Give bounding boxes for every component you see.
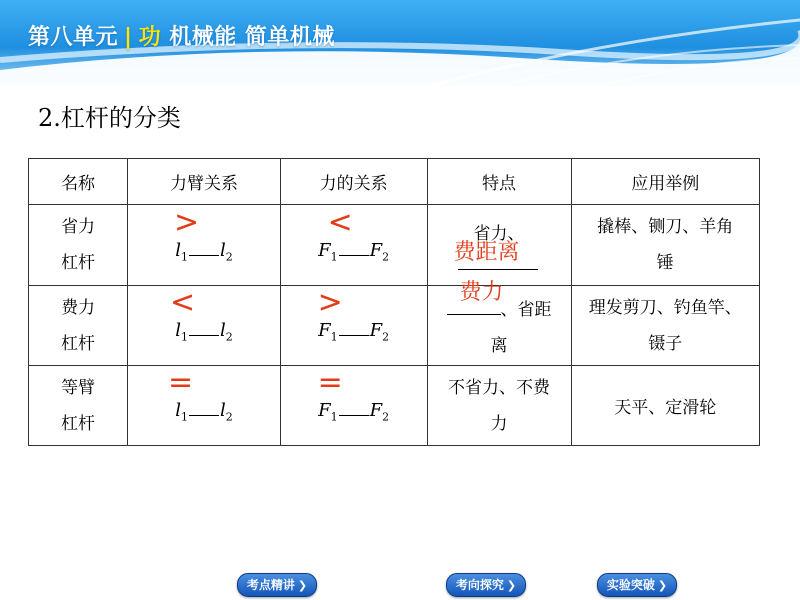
sub-2: 2 (225, 250, 233, 264)
header-name: 名称 (29, 159, 128, 205)
lever-name-line2: 杠杆 (61, 253, 96, 273)
arm-l1: l (175, 400, 181, 422)
sub-1: 1 (330, 250, 338, 264)
force-f2: F (369, 400, 383, 422)
nav-button-exam-points[interactable] (237, 573, 317, 597)
force-f1: F (318, 239, 331, 261)
sub-2: 2 (382, 411, 390, 424)
force-relation-cell (280, 286, 427, 366)
chevron-right-icon: ❯ (506, 579, 517, 592)
chapter-title: 机械能 简单机械 (169, 25, 335, 50)
arm-relation-cell (128, 366, 281, 446)
feature-text: 、省距 (500, 299, 552, 320)
force-relation-cell (280, 366, 427, 446)
header-force-relation: 力的关系 (280, 159, 427, 205)
table-row (29, 286, 760, 366)
sub-2: 2 (382, 250, 390, 264)
arm-l2: l (219, 320, 226, 342)
chapter-prefix: 功 (138, 25, 162, 50)
arm-l1: l (175, 239, 181, 261)
examples-cell (571, 205, 759, 286)
sub-1: 1 (180, 250, 188, 264)
arm-relation-cell (128, 205, 281, 286)
answer-blank (458, 268, 538, 270)
header-examples: 应用举例 (571, 159, 759, 205)
banner-title (28, 20, 335, 51)
chevron-right-icon: ❯ (297, 579, 308, 592)
header-banner (0, 0, 800, 86)
title-separator: | (124, 25, 133, 50)
feature-text-line1: 不省力、不费 (448, 377, 551, 398)
arm-answer-symbol: < (169, 285, 196, 320)
feature-text: 省力、 (473, 224, 525, 244)
feature-cell (427, 205, 571, 305)
sub-2: 2 (382, 331, 390, 344)
force-f2: F (369, 239, 383, 261)
unit-label: 第八单元 (28, 25, 119, 50)
sub-2: 2 (225, 411, 233, 424)
examples-line1: 理发剪刀、钓鱼竿、 (588, 297, 742, 318)
feature-cell (427, 366, 571, 446)
answer-blank (339, 334, 369, 336)
sub-2: 2 (225, 331, 233, 344)
feature-answer-2: 费力 (459, 280, 504, 305)
arm-l1: l (175, 320, 181, 342)
sub-1: 1 (180, 411, 188, 424)
lever-name-line1: 等臂 (61, 377, 96, 398)
nav-label: 考向探究 (455, 578, 504, 592)
answer-blank (189, 334, 219, 336)
chevron-right-icon: ❯ (657, 579, 668, 592)
lever-name-line1: 省力 (61, 217, 96, 237)
feature-answer-1: 费距离 (453, 240, 520, 265)
table-header-row (29, 159, 760, 205)
answer-blank (339, 254, 369, 256)
feature-text-line2: 离 (490, 335, 508, 356)
answer-blank (189, 254, 219, 256)
examples-line2: 锤 (656, 253, 674, 273)
lever-name-cell (29, 286, 128, 366)
arm-l2: l (219, 239, 226, 261)
nav-button-experiments[interactable] (597, 573, 677, 597)
force-f1: F (318, 320, 331, 342)
feature-text-line2: 力 (490, 413, 508, 434)
header-arm-relation: 力臂关系 (128, 159, 281, 205)
force-answer-symbol: = (317, 365, 343, 400)
nav-label: 考点精讲 (246, 578, 295, 592)
lever-classification-table (28, 158, 760, 446)
sub-1: 1 (330, 331, 338, 344)
table-row (29, 366, 760, 446)
header-feature: 特点 (427, 159, 571, 205)
arm-relation-cell (128, 286, 281, 366)
nav-button-exam-directions[interactable] (446, 573, 526, 597)
section-title: 2.杠杆的分类 (38, 104, 181, 132)
sub-1: 1 (330, 411, 338, 424)
examples-line2: 镊子 (648, 333, 683, 354)
arm-l2: l (219, 400, 226, 422)
nav-label: 实验突破 (606, 578, 655, 592)
sub-1: 1 (180, 331, 188, 344)
arm-answer-symbol: = (167, 365, 194, 400)
answer-blank (339, 414, 369, 416)
arm-answer-symbol: > (173, 204, 200, 240)
lever-name-cell (29, 205, 128, 286)
force-f2: F (369, 320, 383, 342)
force-relation-cell (280, 205, 427, 286)
examples-line1: 撬棒、铡刀、羊角 (597, 217, 734, 237)
force-f1: F (318, 400, 331, 422)
answer-blank (447, 313, 501, 315)
examples-line1: 天平、定滑轮 (614, 398, 717, 418)
lever-name-line1: 费力 (61, 297, 96, 318)
lever-name-line2: 杠杆 (61, 333, 96, 354)
examples-cell (571, 286, 759, 366)
force-answer-symbol: > (317, 285, 343, 320)
table-row (29, 205, 760, 286)
answer-blank (189, 414, 219, 416)
lever-name-line2: 杠杆 (61, 413, 96, 434)
lever-name-cell (29, 366, 128, 446)
force-answer-symbol: < (327, 204, 353, 240)
examples-cell (571, 366, 759, 446)
